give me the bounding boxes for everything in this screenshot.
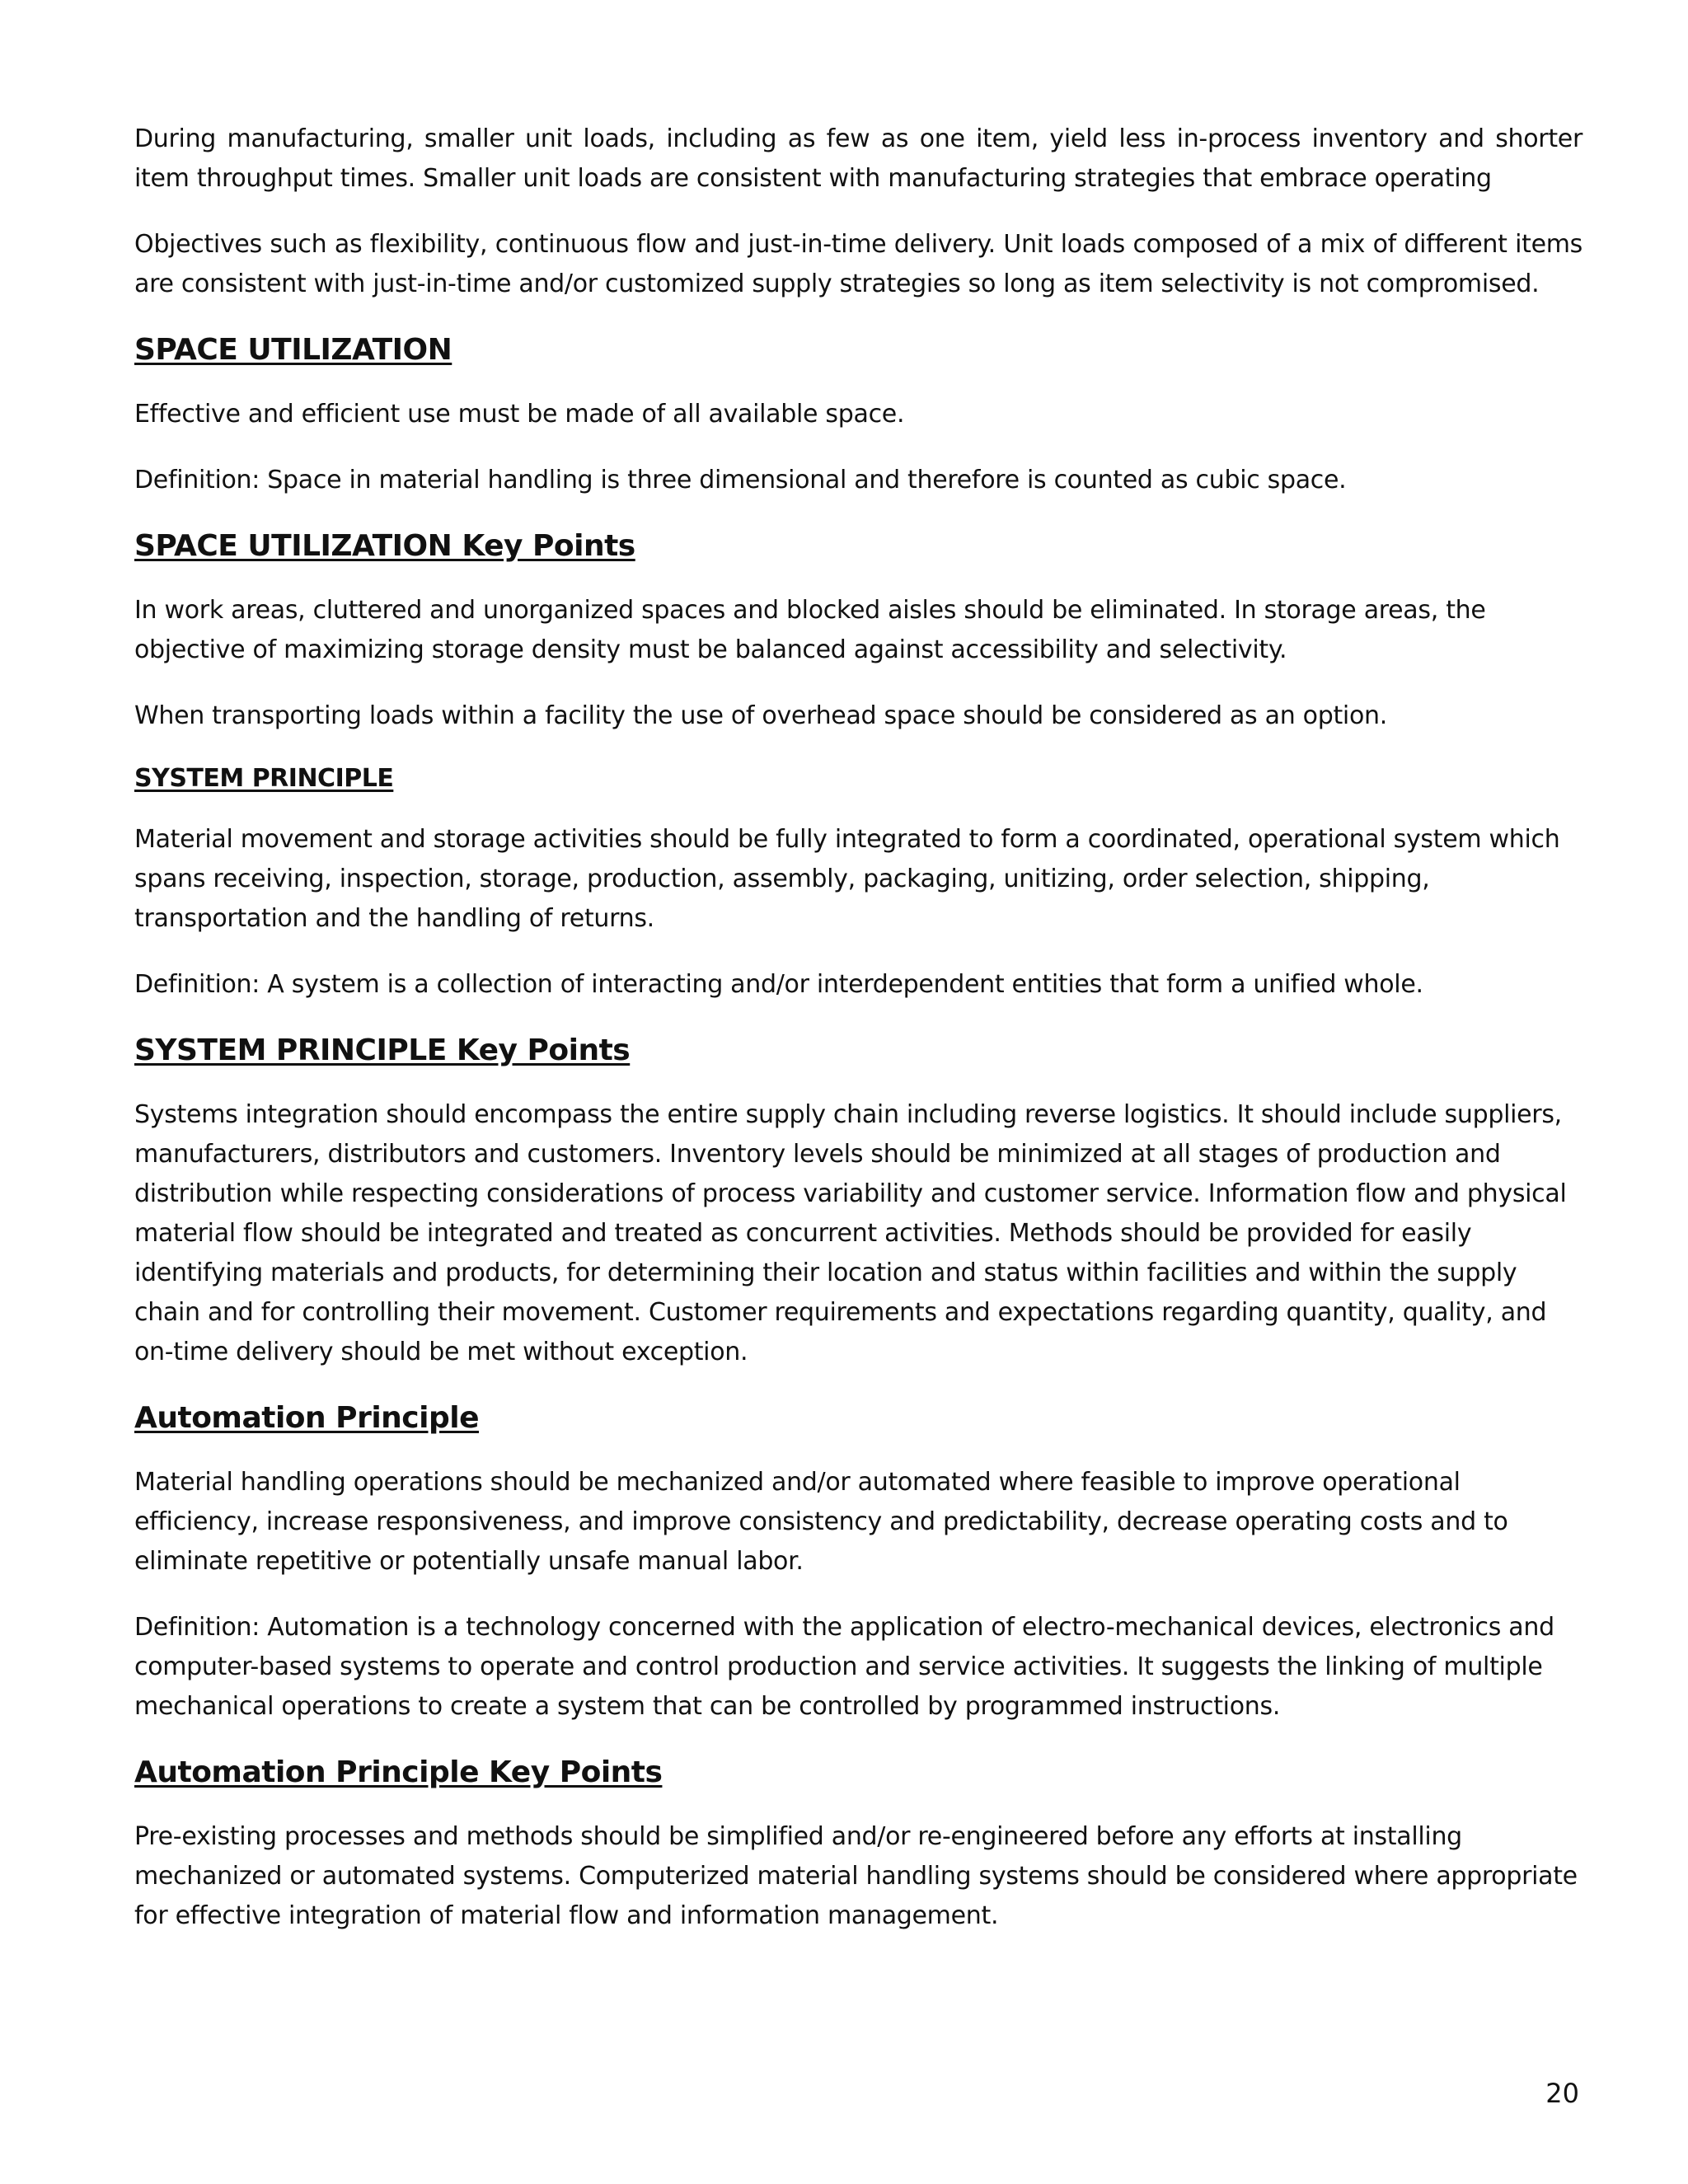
paragraph-space-utilization-principle: Effective and efficient use must be made of all available space. bbox=[134, 400, 905, 429]
heading-space-utilization: SPACE UTILIZATION bbox=[134, 333, 452, 367]
paragraph-automation-key-points: Pre-existing processes and methods should be simplified and/or re-engineered before any efforts at installing mechanized or automated systems. Computerized material handling systems should be considered where appropriate for effective integration of material flow and information management. bbox=[134, 1822, 1578, 1930]
heading-space-utilization-key-points: SPACE UTILIZATION Key Points bbox=[134, 529, 635, 563]
paragraph-system-key-points: Systems integration should encompass the entire supply chain including reverse logistics. It should include suppliers, manufacturers, distributors and customers. Inventory levels should be minimized at all stages of production and distribution while respecting considerations of process variability and customer service. Information flow and physical material flow should be integrated and treated as concurrent activities. Methods should be provided for easily identifying materials and products, for determining their location and status within facilities and within the supply chain and for controlling their movement. Customer requirements and expectations regarding quantity, quality, and on-time delivery should be met without exception. bbox=[134, 1100, 1567, 1366]
page-number: 20 bbox=[1545, 2078, 1579, 2109]
paragraph-automation-principle: Material handling operations should be mechanized and/or automated where feasible to improve operational efficiency, increase responsiveness, and improve consistency and predictability, decrease operating costs and to eliminate repetitive or potentially unsafe manual labor. bbox=[134, 1468, 1508, 1576]
paragraph-automation-definition: Definition: Automation is a technology concerned with the application of electro-mechanical devices, electronics and computer-based systems to operate and control production and service activities. It suggests the linking of multiple mechanical operations to create a system that can be controlled by programmed instructions. bbox=[134, 1613, 1554, 1721]
heading-automation-principle-key-points: Automation Principle Key Points bbox=[134, 1755, 663, 1789]
paragraph-space-key-point-work-areas: In work areas, cluttered and unorganized spaces and blocked aisles should be eliminated. In storage areas, the objective of maximizing storage density must be balanced against accessibility and selectivity. bbox=[134, 596, 1486, 664]
paragraph-system-definition: Definition: A system is a collection of interacting and/or interdependent entities that form a unified whole. bbox=[134, 970, 1423, 999]
heading-system-principle-key-points: SYSTEM PRINCIPLE Key Points bbox=[134, 1033, 631, 1067]
document-body bbox=[134, 120, 1582, 1962]
paragraph-space-utilization-definition: Definition: Space in material handling is three dimensional and therefore is counted as cubic space. bbox=[134, 466, 1347, 494]
paragraph-space-key-point-overhead: When transporting loads within a facility the use of overhead space should be considered as an option. bbox=[134, 701, 1387, 730]
heading-system-principle: SYSTEM PRINCIPLE bbox=[134, 764, 394, 793]
paragraph-unit-loads-intro: During manufacturing, smaller unit loads, including as few as one item, yield less in-process inventory and shorter item throughput times. Smaller unit loads are consistent with manufacturing strategies that embrace operating bbox=[134, 124, 1582, 193]
paragraph-unit-loads-objectives: Objectives such as flexibility, continuous flow and just-in-time delivery. Unit loads composed of a mix of different items are consistent with just-in-time and/or customized supply strategies so long as item selectivity is not compromised. bbox=[134, 230, 1582, 298]
paragraph-system-principle: Material movement and storage activities should be fully integrated to form a coordinated, operational system which spans receiving, inspection, storage, production, assembly, packaging, unitizing, order selection, shipping, transportation and the handling of returns. bbox=[134, 825, 1560, 933]
heading-automation-principle: Automation Principle bbox=[134, 1401, 479, 1435]
